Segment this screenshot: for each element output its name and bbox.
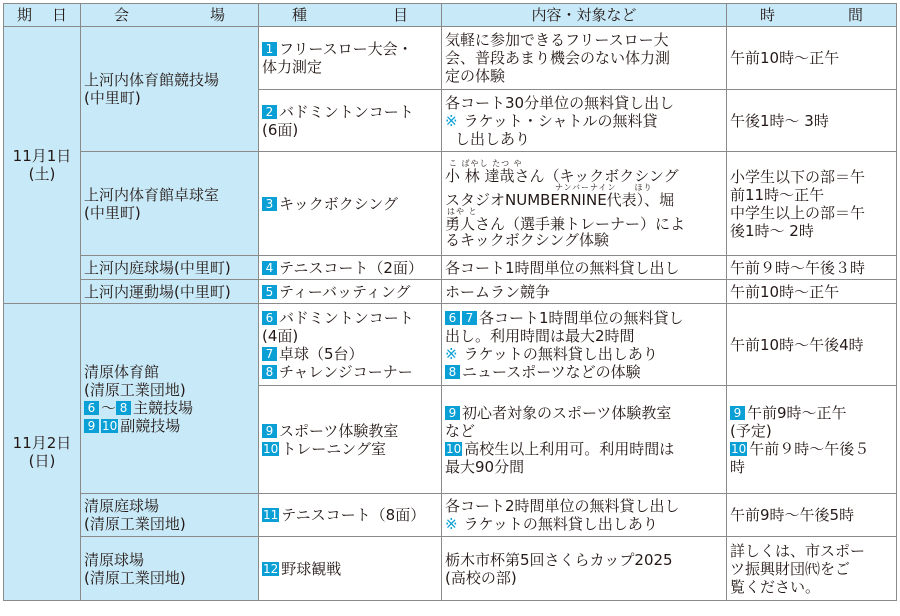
number-badge: 2 xyxy=(262,105,277,119)
note-mark: ※ xyxy=(445,111,458,130)
table-row xyxy=(4,537,897,601)
event-cell: 2 バドミントンコート (6面) xyxy=(259,90,442,152)
number-badge: 12 xyxy=(263,561,279,576)
number-badge: 9 xyxy=(445,406,460,420)
time-cell: 詳しくは、市スポー ツ振興財団㈹をご 覧ください。 xyxy=(727,537,897,601)
number-badge: 1 xyxy=(262,42,277,56)
note-mark: ※ xyxy=(445,515,458,533)
date-cell-nov2: 11月2日 (日) xyxy=(4,304,81,601)
header-content: 内容・対象など xyxy=(442,4,727,27)
number-badge: 7 xyxy=(462,311,477,325)
time-cell: 午前10時～午後4時 xyxy=(727,304,897,386)
table-row xyxy=(4,27,897,90)
content-cell: 各コート1時間単位の無料貸し出し xyxy=(442,256,727,280)
date-cell-nov1: 11月1日 (土) xyxy=(4,27,81,304)
venue-cell: 上河内体育館卓球室 (中里町) xyxy=(81,152,259,256)
event-cell: 4 テニスコート（2面） xyxy=(259,256,442,280)
event-cell: 5 ティーバッティング xyxy=(259,280,442,304)
venue-cell: 上河内運動場(中里町) xyxy=(81,280,259,304)
number-badge: 9 xyxy=(262,424,277,438)
time-cell: 午前9時～午後5時 xyxy=(727,494,897,537)
event-cell: 3 キックボクシング xyxy=(259,152,442,256)
header-event: 種 目 xyxy=(259,4,442,27)
venue-cell: 上河内庭球場(中里町) xyxy=(81,256,259,280)
number-badge: 5 xyxy=(262,285,277,299)
table-row xyxy=(4,256,897,280)
number-badge: 6 xyxy=(84,401,99,415)
venue-cell: 上河内体育館競技場 (中里町) xyxy=(81,27,259,152)
number-badge: 10 xyxy=(102,418,118,433)
event-cell: 9 スポーツ体験教室 10 トレーニング室 xyxy=(259,386,442,494)
content-cell: 各コート30分単位の無料貸し出し ※ ラケット・シャトルの無料貸 し出しあり xyxy=(442,90,727,152)
number-badge: 3 xyxy=(262,197,277,211)
event-cell: 1 フリースロー大会・ 体力測定 xyxy=(259,27,442,90)
time-cell: 午前９時～午後３時 xyxy=(727,256,897,280)
time-cell: 9 午前9時～正午 (予定) 10 午前９時～午後５ 時 xyxy=(727,386,897,494)
time-cell: 午後1時～ 3時 xyxy=(727,90,897,152)
table-row xyxy=(4,494,897,537)
note-mark: ※ xyxy=(445,344,458,363)
number-badge: 7 xyxy=(262,347,277,361)
number-badge: 10 xyxy=(731,441,747,456)
content-cell: こ ばやし たつ や 小 林 達哉さん（キックボクシング ナンバーナイン ほり スタジオNUMBERNINE代表）、堀 はや と 勇人さん（選手兼トレーナー）によ るキックボクシング体験 xyxy=(442,152,727,256)
event-cell: 11 テニスコート（8面） xyxy=(259,494,442,537)
content-cell: 6 7 各コート1時間単位の無料貸し 出し。利用時間は最大2時間 ※ ラケットの無料貸し出しあり 8 ニュースポーツなどの体験 xyxy=(442,304,727,386)
content-cell: 栃木市杯第5回さくらカップ2025 (高校の部) xyxy=(442,537,727,601)
time-cell: 午前10時～正午 xyxy=(727,27,897,90)
number-badge: 4 xyxy=(262,261,277,275)
number-badge: 11 xyxy=(263,508,279,522)
table-row xyxy=(4,152,897,256)
header-date: 期 日 xyxy=(4,4,81,27)
number-badge: 9 xyxy=(84,419,99,433)
time-cell: 午前10時～正午 xyxy=(727,280,897,304)
number-badge: 10 xyxy=(263,441,279,456)
header-time: 時 間 xyxy=(727,4,897,27)
table-row xyxy=(4,280,897,304)
content-cell: 気軽に参加できるフリースロー大 会、普段あまり機会のない体力測 定の体験 xyxy=(442,27,727,90)
event-cell: 6 バドミントンコート (4面) 7 卓球（5台） 8 チャレンジコーナー xyxy=(259,304,442,386)
number-badge: 10 xyxy=(446,441,462,456)
header-row xyxy=(4,4,897,27)
number-badge: 8 xyxy=(445,365,460,379)
content-cell: 9 初心者対象のスポーツ体験教室 など 10 高校生以上利用可。利用時間は 最大90分間 xyxy=(442,386,727,494)
venue-cell: 清原庭球場 (清原工業団地) xyxy=(81,494,259,537)
number-badge: 6 xyxy=(262,311,277,325)
venue-cell: 清原球場 (清原工業団地) xyxy=(81,537,259,601)
header-venue: 会 場 xyxy=(81,4,259,27)
event-schedule-table xyxy=(3,3,897,601)
content-cell: ホームラン競争 xyxy=(442,280,727,304)
time-cell: 小学生以下の部＝午 前11時～正午 中学生以上の部＝午 後1時～ 2時 xyxy=(727,152,897,256)
number-badge: 6 xyxy=(445,311,460,325)
number-badge: 8 xyxy=(116,401,131,415)
content-cell: 各コート2時間単位の無料貸し出し ※ ラケットの無料貸し出しあり xyxy=(442,494,727,537)
event-cell: 12 野球観戦 xyxy=(259,537,442,601)
number-badge: 8 xyxy=(262,365,277,379)
number-badge: 9 xyxy=(730,406,745,420)
table-row xyxy=(4,304,897,386)
venue-cell: 清原体育館 (清原工業団地) 6 ～ 8 主競技場 9 10 副競技場 xyxy=(81,304,259,494)
